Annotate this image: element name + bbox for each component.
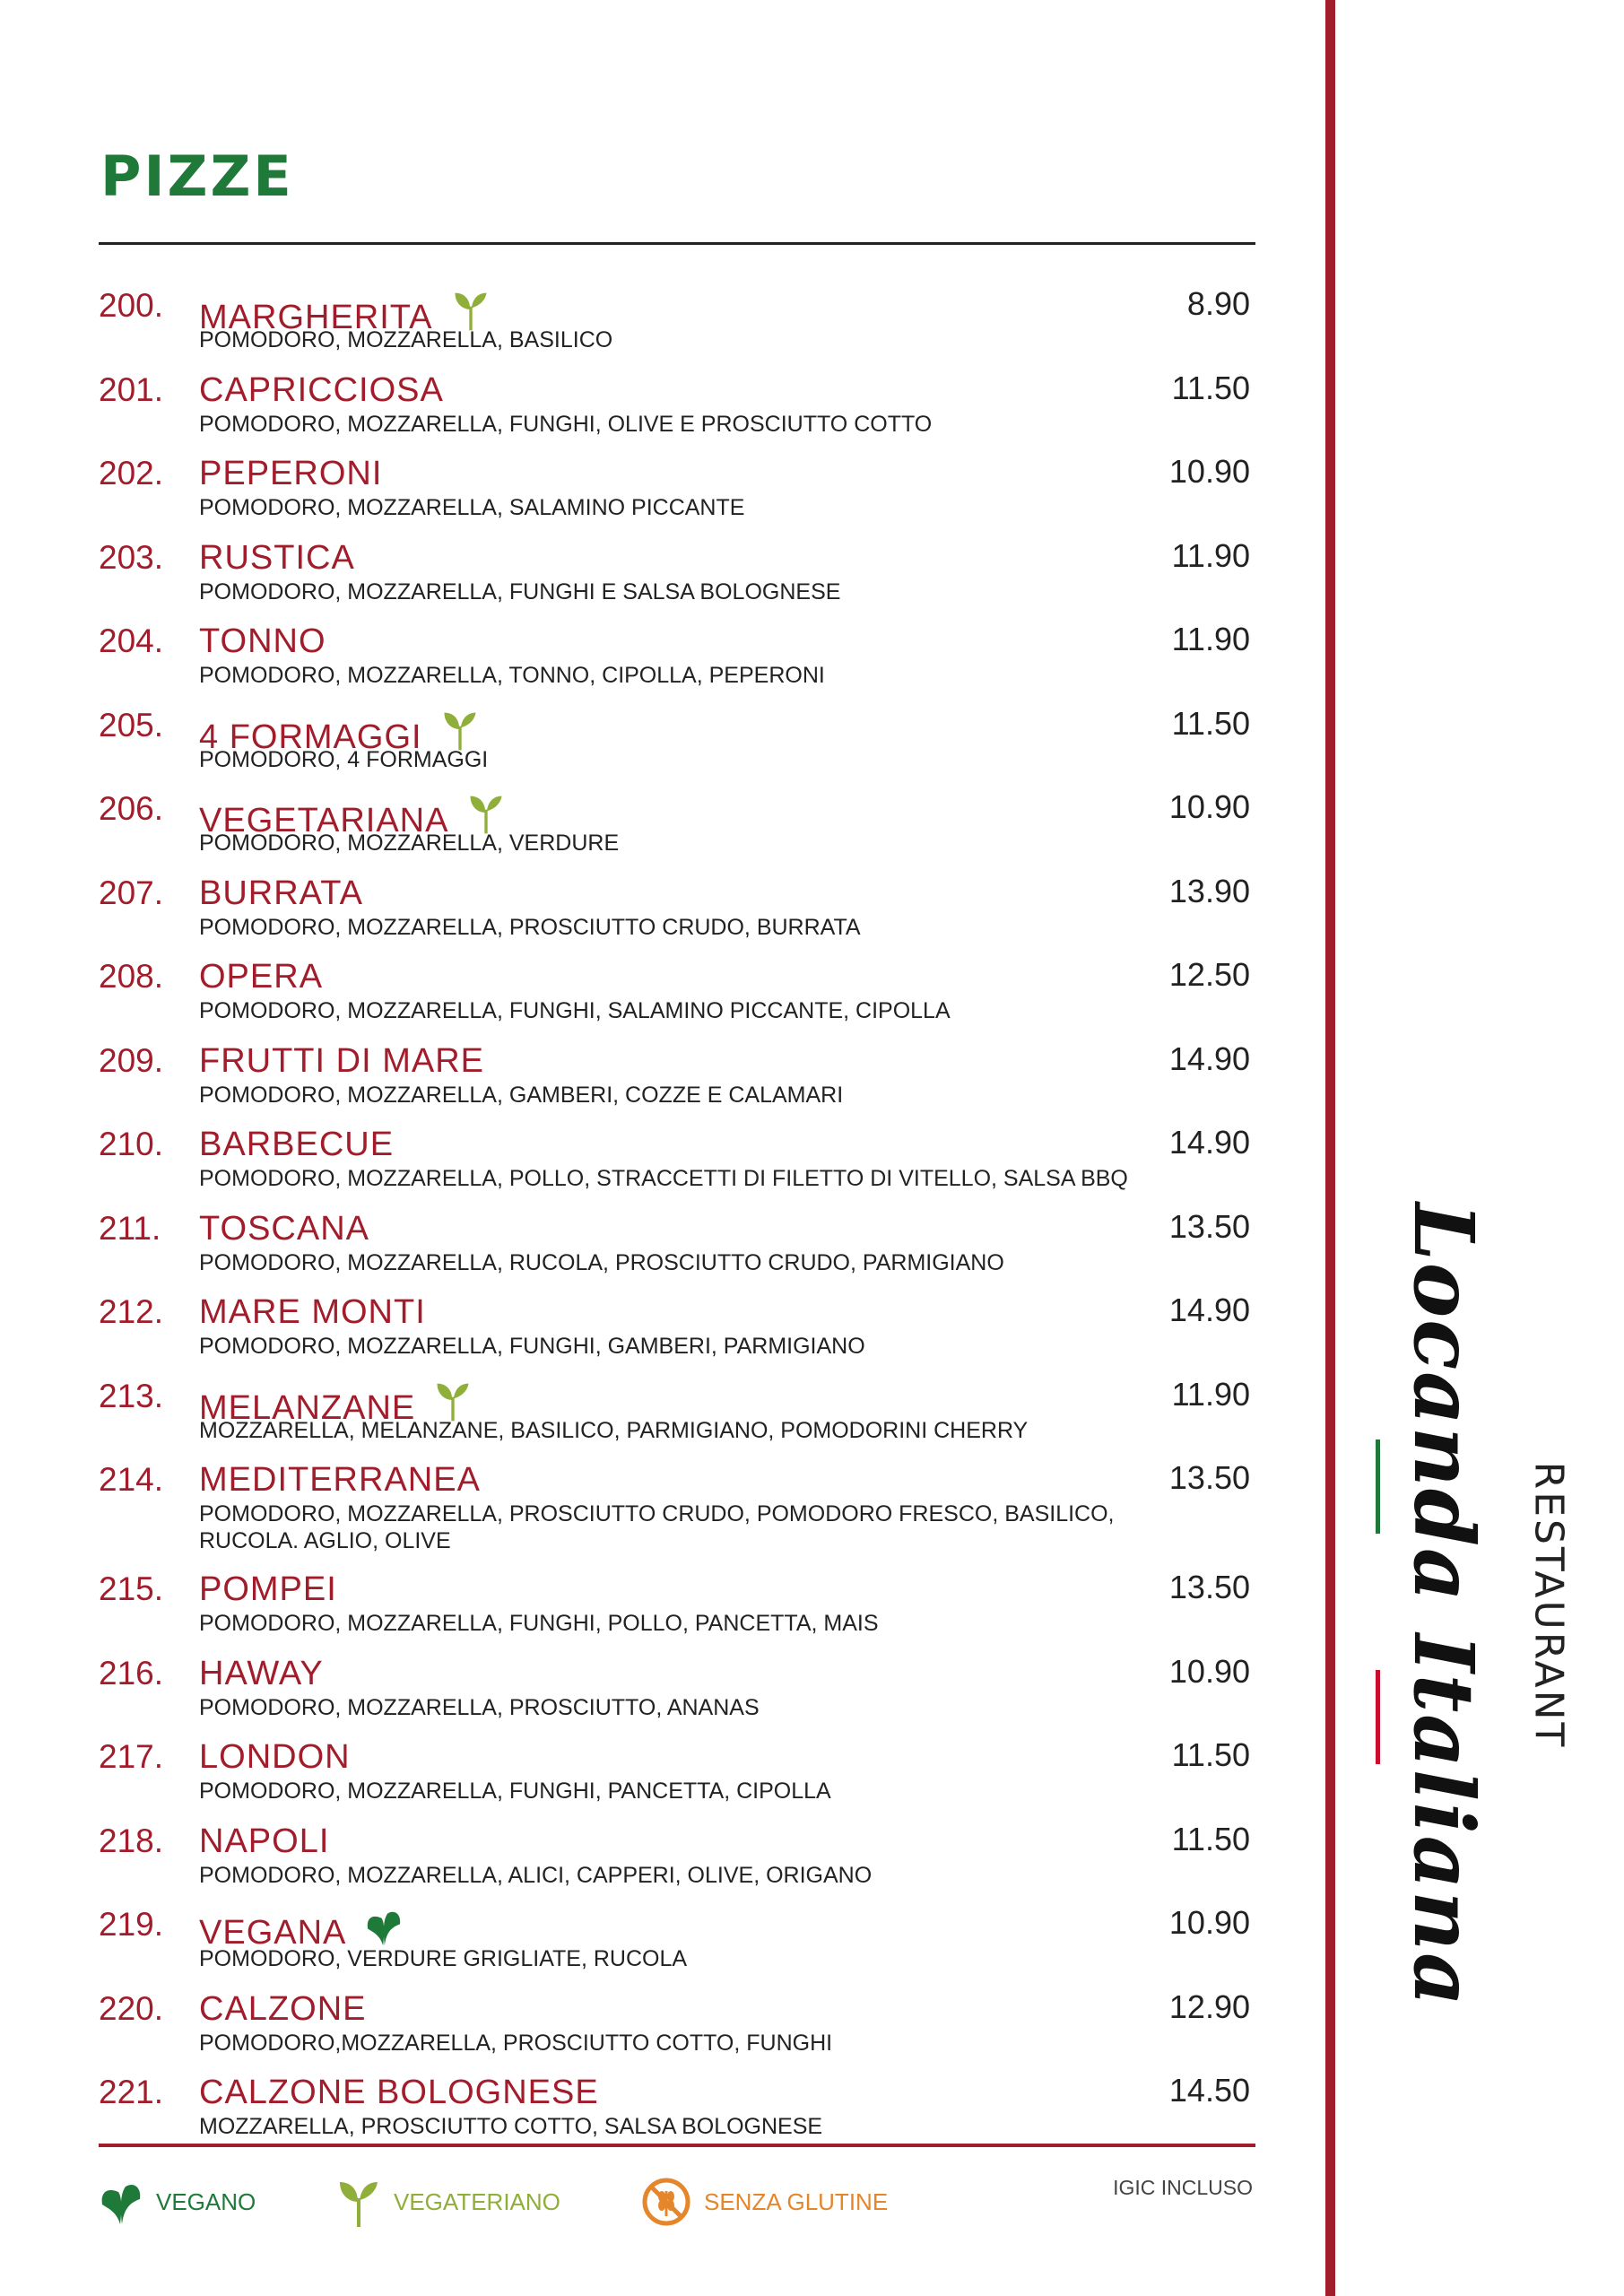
menu-item-description: POMODORO, MOZZARELLA, FUNGHI, OLIVE E PROSCIUTTO COTTO: [199, 411, 933, 437]
page-title: PIZZE: [100, 144, 294, 209]
menu-item-name-wrap: [199, 1293, 426, 1332]
menu-item-name-wrap: [199, 371, 444, 410]
menu-item-number: 215.: [99, 1570, 164, 1607]
menu-item-name-wrap: [199, 1655, 324, 1693]
menu-item: [99, 873, 1255, 957]
menu-item-description: POMODORO, MOZZARELLA, FUNGHI, POLLO, PANCETTA, MAIS: [199, 1611, 879, 1636]
menu-item-name: TOSCANA: [199, 1209, 370, 1248]
menu-item-name-wrap: [199, 2074, 599, 2112]
menu-item: [99, 788, 1255, 873]
menu-item-description: POMODORO, MOZZARELLA, SALAMINO PICCANTE: [199, 495, 745, 520]
menu-item: [99, 1376, 1255, 1460]
menu-item-description: POMODORO, MOZZARELLA, VERDURE: [199, 831, 620, 856]
menu-item-number: 216.: [99, 1654, 164, 1692]
menu-item: [99, 1569, 1255, 1653]
menu-item-number: 206.: [99, 790, 164, 827]
menu-item-price: 14.90: [1168, 1039, 1250, 1077]
legend-vegan: [99, 2175, 256, 2229]
vegan-leaf-icon: [99, 2178, 143, 2226]
menu-item-number: 207.: [99, 874, 164, 911]
side-accent-bar: [1325, 0, 1335, 2296]
menu-item-price: 14.90: [1168, 1124, 1250, 1161]
menu-item: [99, 1904, 1255, 1988]
menu-item-name: RUSTICA: [199, 538, 355, 577]
menu-item: [99, 1736, 1255, 1821]
menu-item-price: 11.50: [1171, 1820, 1250, 1857]
menu-item-name-wrap: [199, 874, 363, 913]
menu-item-price: 12.90: [1168, 1987, 1250, 2025]
menu-item-description: POMODORO, MOZZARELLA, RUCOLA, PROSCIUTTO CRUDO, PARMIGIANO: [199, 1249, 1004, 1275]
menu-item-price: 13.50: [1168, 1569, 1250, 1605]
brand-script-name: Locanda Italiana: [1395, 1203, 1492, 2008]
menu-item-number: 220.: [99, 1989, 164, 2027]
menu-item-name: CALZONE: [199, 1989, 367, 2028]
menu-item-number: 202.: [99, 455, 164, 491]
menu-item-name-wrap: [199, 1570, 337, 1609]
menu-item-name: LONDON: [199, 1738, 351, 1776]
brand-subtitle: RESTAURANT: [1525, 1461, 1572, 1750]
menu-item-name: OPERA: [199, 958, 324, 996]
menu-item-name: PEPERONI: [199, 455, 383, 492]
menu-list: [99, 285, 1255, 2156]
menu-item-description: POMODORO, MOZZARELLA, PROSCIUTTO CRUDO, BURRATA: [199, 914, 861, 940]
menu-item-price: 10.90: [1168, 453, 1250, 490]
menu-item-description: POMODORO, VERDURE GRIGLIATE, RUCOLA: [199, 1946, 688, 1971]
menu-item-price: 14.50: [1168, 2072, 1250, 2109]
menu-item-price: 13.90: [1168, 872, 1250, 909]
menu-item-name: CALZONE BOLOGNESE: [199, 2074, 599, 2111]
menu-item-description: POMODORO, MOZZARELLA, POLLO, STRACCETTI DI FILETTO DI VITELLO, SALSA BBQ: [199, 1166, 1128, 1191]
menu-item-price: 11.90: [1171, 1375, 1250, 1413]
menu-item-name: TONNO: [199, 622, 326, 660]
menu-item-name-wrap: [199, 1210, 369, 1248]
menu-item-number: 221.: [99, 2074, 164, 2110]
menu-item-description: POMODORO, MOZZARELLA, FUNGHI, PANCETTA, CIPOLLA: [199, 1779, 831, 1804]
menu-item: [99, 1821, 1255, 1905]
menu-item-name: VEGANA: [199, 1914, 347, 1952]
menu-item-description: POMODORO, MOZZARELLA, BASILICO: [199, 327, 613, 352]
menu-item-price: 8.90: [1186, 285, 1250, 322]
menu-item-description: POMODORO, MOZZARELLA, FUNGHI, GAMBERI, PARMIGIANO: [199, 1334, 865, 1359]
menu-item-name: BURRATA: [199, 874, 363, 912]
menu-item-name-wrap: [199, 1990, 366, 2029]
menu-item-price: 12.50: [1168, 956, 1250, 993]
menu-item: [99, 1292, 1255, 1376]
menu-item: [99, 285, 1255, 370]
tax-note: IGIC INCLUSO: [1113, 2176, 1253, 2199]
menu-item: [99, 1208, 1255, 1292]
menu-item-number: 218.: [99, 1822, 164, 1859]
menu-item-description: POMODORO, 4 FORMAGGI: [199, 746, 489, 772]
menu-item: [99, 1124, 1255, 1208]
menu-item-name-wrap: [199, 1738, 351, 1777]
menu-item-name: POMPEI: [199, 1570, 337, 1608]
menu-item-number: 201.: [99, 370, 164, 408]
menu-item: [99, 621, 1255, 705]
menu-item: [99, 1988, 1255, 2073]
menu-item-number: 208.: [99, 958, 164, 995]
menu-item-price: 14.90: [1168, 1292, 1250, 1328]
menu-item-price: 13.50: [1168, 1459, 1250, 1496]
menu-item-description: MOZZARELLA, MELANZANE, BASILICO, PARMIGIANO, POMODORINI CHERRY: [199, 1417, 1029, 1443]
menu-item-number: 213.: [99, 1377, 164, 1414]
menu-item: [99, 370, 1255, 454]
menu-item: [99, 537, 1255, 622]
menu-item-number: 204.: [99, 622, 164, 659]
menu-item: [99, 705, 1255, 789]
menu-item-number: 203.: [99, 538, 164, 576]
menu-item-number: 212.: [99, 1293, 164, 1330]
menu-item-number: 209.: [99, 1041, 164, 1079]
menu-item-price: 11.50: [1171, 704, 1250, 742]
menu-item-number: 200.: [99, 287, 164, 324]
menu-item-name: HAWAY: [199, 1654, 324, 1692]
gluten-free-icon: [641, 2177, 691, 2227]
menu-item-name-wrap: [199, 622, 326, 661]
menu-item-price: 11.90: [1171, 536, 1250, 574]
footer-divider: [99, 2144, 1255, 2147]
menu-item-price: 10.90: [1168, 1652, 1250, 1690]
legend-vegan-label: VEGANO: [156, 2187, 256, 2215]
menu-item-number: 210.: [99, 1126, 164, 1162]
menu-item-name: VEGETARIANA: [199, 802, 449, 839]
menu-item-name: NAPOLI: [199, 1822, 330, 1860]
legend-gluten-free-label: SENZA GLUTINE: [704, 2187, 889, 2215]
menu-item-price: 11.50: [1171, 369, 1250, 406]
legend-gluten-free: [641, 2175, 888, 2229]
menu-item-name: FRUTTI DI MARE: [199, 1041, 484, 1080]
menu-item-number: 214.: [99, 1461, 164, 1498]
menu-item-name-wrap: [199, 1461, 481, 1500]
menu-item: [99, 453, 1255, 537]
menu-item-description: POMODORO, MOZZARELLA, FUNGHI E SALSA BOLOGNESE: [199, 578, 841, 604]
menu-item: [99, 956, 1255, 1040]
menu-item-name-wrap: [199, 958, 323, 996]
menu-item-description: POMODORO, MOZZARELLA, PROSCIUTTO, ANANAS: [199, 1694, 760, 1720]
menu-item-price: 10.90: [1168, 788, 1250, 825]
menu-item-number: 219.: [99, 1906, 164, 1943]
legend-vegetarian-label: VEGATERIANO: [394, 2187, 560, 2215]
menu-item-description: MOZZARELLA, PROSCIUTTO COTTO, SALSA BOLOGNESE: [199, 2114, 823, 2139]
menu-item-number: 205.: [99, 706, 164, 744]
menu-item-number: 211.: [99, 1209, 161, 1247]
menu-item-description: POMODORO, MOZZARELLA, ALICI, CAPPERI, OLIVE, ORIGANO: [199, 1862, 873, 1888]
menu-item-name: 4 FORMAGGI: [199, 718, 422, 756]
menu-item: [99, 1459, 1255, 1569]
menu-item-name-wrap: [199, 1126, 394, 1164]
menu-item-description: POMODORO,MOZZARELLA, PROSCIUTTO COTTO, FUNGHI: [199, 2030, 833, 2056]
menu-item-description: POMODORO, MOZZARELLA, TONNO, CIPOLLA, PEPERONI: [199, 663, 825, 688]
menu-item-name-wrap: [199, 1822, 329, 1861]
menu-item-name-wrap: [199, 455, 382, 493]
menu-item-description: POMODORO, MOZZARELLA, GAMBERI, COZZE E CALAMARI: [199, 1082, 844, 1108]
menu-item: [99, 1040, 1255, 1125]
menu-item-number: 217.: [99, 1738, 164, 1775]
menu-item: [99, 1653, 1255, 1737]
menu-item-name: MELANZANE: [199, 1388, 416, 1427]
menu-item-price: 11.50: [1171, 1736, 1250, 1773]
menu-item-name-wrap: [199, 539, 355, 578]
menu-item-price: 10.90: [1168, 1904, 1250, 1941]
menu-item-price: 11.90: [1171, 621, 1250, 657]
title-divider: [99, 242, 1255, 245]
menu-item-description: POMODORO, MOZZARELLA, PROSCIUTTO CRUDO, POMODORO FRESCO, BASILICO, RUCOLA. AGLIO, OLIVE: [199, 1501, 1115, 1553]
flag-red-stripe: [1376, 1670, 1380, 1764]
flag-green-stripe: [1376, 1439, 1380, 1534]
menu-item-name: BARBECUE: [199, 1126, 395, 1163]
menu-item-price: 13.50: [1168, 1207, 1250, 1245]
menu-item-description: POMODORO, MOZZARELLA, FUNGHI, SALAMINO PICCANTE, CIPOLLA: [199, 998, 951, 1023]
menu-item-name: MARGHERITA: [199, 299, 433, 336]
vegetarian-sprout-icon: [336, 2175, 381, 2229]
brand-logo: [1345, 1203, 1614, 2008]
legend-vegetarian: [336, 2175, 560, 2229]
menu-item-name: MEDITERRANEA: [199, 1461, 481, 1499]
menu-item-name: CAPRICCIOSA: [199, 370, 444, 409]
menu-item-name-wrap: [199, 1042, 484, 1081]
menu-item-name: MARE MONTI: [199, 1293, 426, 1331]
